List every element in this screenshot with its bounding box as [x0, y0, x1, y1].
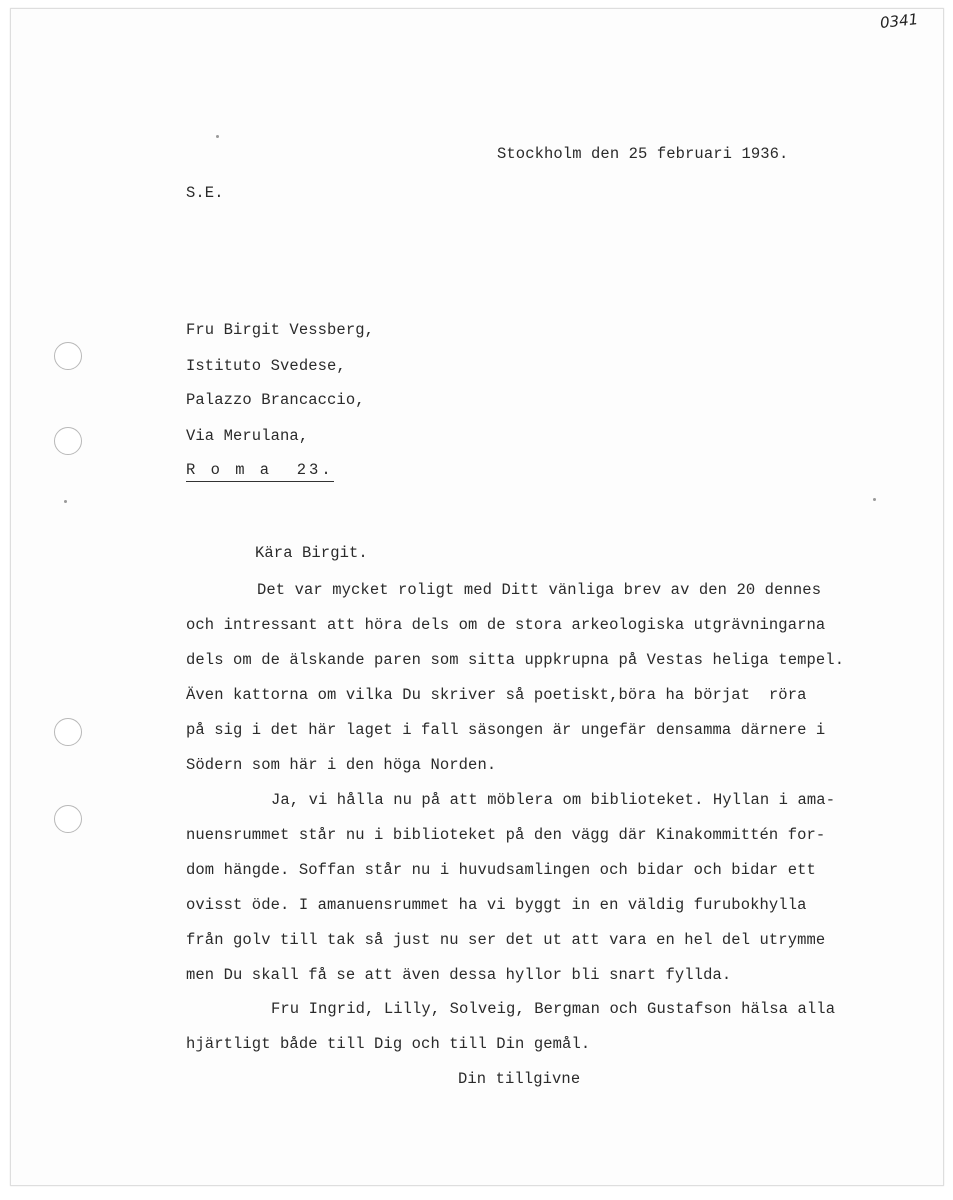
- salutation: Kära Birgit.: [255, 544, 368, 562]
- body-line: på sig i det här laget i fall säsongen är ungefär densamma därnere i: [186, 721, 826, 739]
- body-line: nuensrummet står nu i biblioteket på den vägg där Kinakommittén for-: [186, 826, 826, 844]
- closing: Din tillgivne: [458, 1070, 581, 1088]
- address-line: Palazzo Brancaccio,: [186, 391, 365, 409]
- body-line: ovisst öde. I amanuensrummet ha vi byggt in en väldig furubokhylla: [186, 896, 807, 914]
- body-line: Fru Ingrid, Lilly, Solveig, Bergman och Gustafson hälsa alla: [271, 1000, 836, 1018]
- body-line: Även kattorna om vilka Du skriver så poetiskt,böra ha börjat röra: [186, 686, 807, 704]
- reference-initials: S.E.: [186, 184, 224, 202]
- paper-speck: [873, 498, 876, 501]
- punch-hole: [54, 805, 82, 833]
- body-line: och intressant att höra dels om de stora arkeologiska utgrävningarna: [186, 616, 826, 634]
- address-line: Istituto Svedese,: [186, 357, 346, 375]
- body-line: hjärtligt både till Dig och till Din gemål.: [186, 1035, 591, 1053]
- address-city: R o m a 23.: [186, 461, 334, 482]
- body-line: dom hängde. Soffan står nu i huvudsamlingen och bidar och bidar ett: [186, 861, 816, 879]
- paper-speck: [216, 135, 219, 138]
- address-line: Fru Birgit Vessberg,: [186, 321, 375, 339]
- address-line: Via Merulana,: [186, 427, 309, 445]
- address-city-line: [186, 461, 334, 479]
- body-line: men Du skall få se att även dessa hyllor bli snart fyllda.: [186, 966, 732, 984]
- body-line: Det var mycket roligt med Ditt vänliga brev av den 20 dennes: [257, 581, 822, 599]
- punch-hole: [54, 342, 82, 370]
- punch-hole: [54, 427, 82, 455]
- body-line: dels om de älskande paren som sitta uppkrupna på Vestas heliga tempel.: [186, 651, 845, 669]
- paper-speck: [64, 500, 67, 503]
- body-line: från golv till tak så just nu ser det ut att vara en hel del utrymme: [186, 931, 826, 949]
- place-date: Stockholm den 25 februari 1936.: [497, 145, 789, 163]
- body-line: Södern som här i den höga Norden.: [186, 756, 497, 774]
- archive-page-number: 0341: [879, 10, 920, 32]
- body-line: Ja, vi hålla nu på att möblera om biblioteket. Hyllan i ama-: [271, 791, 836, 809]
- punch-hole: [54, 718, 82, 746]
